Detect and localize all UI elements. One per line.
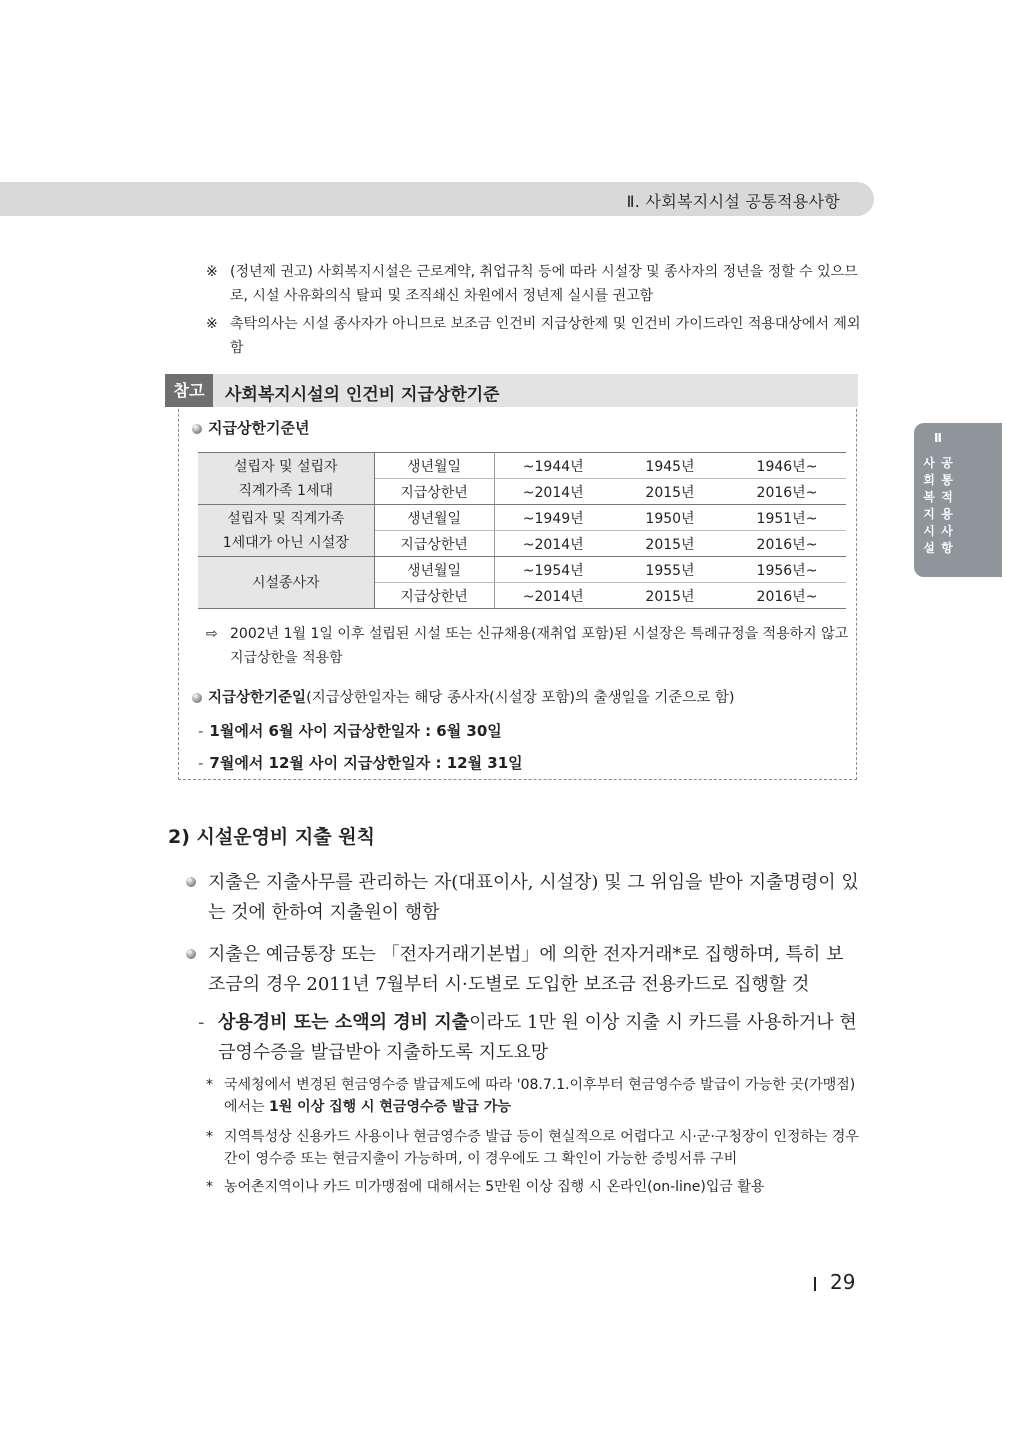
paragraph-expenditure-method: 지출은 예금통장 또는 「전자거래기본법」에 의한 전자거래*로 집행하며, 특히 보조금의 경우 2011년 7월부터 시·도별로 도입한 보조금 전용카드로 집행할 것 bbox=[186, 940, 860, 1000]
note-retirement: ※ (정년제 권고) 사회복지시설은 근로계약, 취업규칙 등에 따라 시설장 및 종사자의 정년을 정할 수 있으므로, 시설 사유화의식 탈피 및 조직쇄신 차원에서 정년제 실시를 권고함 bbox=[206, 264, 858, 304]
table-row: 설립자 및 직계가족 1세대가 아닌 시설장 생년월일 ~1949년 1950년 1951년~ bbox=[198, 505, 846, 531]
table-row: 지급상한년 ~2014년 2015년 2016년~ bbox=[198, 531, 846, 557]
running-header-title: Ⅱ. 사회복지시설 공통적용사항 bbox=[626, 192, 840, 211]
table-row: 설립자 및 설립자 직계가족 1세대 생년월일 ~1944년 1945년 1946년~ bbox=[198, 453, 846, 479]
bullet-icon bbox=[192, 693, 202, 703]
footnote-rural-area: * 농어촌지역이나 카드 미가맹점에 대해서는 5만원 이상 집행 시 온라인(on-line)입금 활용 bbox=[206, 1179, 765, 1195]
table-category: 설립자 및 직계가족 1세대가 아닌 시설장 bbox=[198, 505, 374, 557]
table-category: 시설종사자 bbox=[198, 557, 374, 609]
footnote-cash-receipt: * 국세청에서 변경된 현금영수증 발급제도에 따라 '08.7.1.이후부터 현금영수증 발급이 가능한 곳(가맹점)에서는 1원 이상 집행 시 현금영수증 발급 가능 bbox=[206, 1077, 856, 1115]
chapter-side-tab bbox=[914, 423, 1002, 577]
limit-date-basis: 지급상한기준일(지급상한일자는 해당 종사자(시설장 포함)의 출생일을 기준으로 함) bbox=[192, 686, 735, 707]
footnote-regional-exception: * 지역특성상 신용카드 사용이나 현금영수증 발급 등이 현실적으로 어렵다고 시·군·구청장이 인정하는 경우 간이 영수증 또는 현금지출이 가능하며, 이 경우에도 그 확인이 가능한 증빙서류 구비 bbox=[206, 1129, 859, 1167]
reference-header bbox=[165, 374, 858, 407]
paragraph-card-usage: - 상용경비 또는 소액의 경비 지출이라도 1만 원 이상 지출 시 카드를 사용하거나 현금영수증을 발급받아 지출하도록 지도요망 bbox=[198, 1012, 857, 1063]
paragraph-expenditure-authority: 지출은 지출사무를 관리하는 자(대표이사, 시설장) 및 그 위임을 받아 지출명령이 있는 것에 한하여 지출원이 행함 bbox=[186, 868, 860, 928]
arrow-icon: ⇨ bbox=[206, 626, 218, 642]
table-category: 설립자 및 설립자 직계가족 1세대 bbox=[198, 453, 374, 505]
table-row: 지급상한년 ~2014년 2015년 2016년~ bbox=[198, 479, 846, 505]
page-number: 29 bbox=[814, 1270, 855, 1294]
reference-title: 사회복지시설의 인건비 지급상한기준 bbox=[225, 385, 500, 405]
header-bar bbox=[0, 182, 874, 216]
side-tab-col-right: 공 통 적 용 사 항 bbox=[941, 456, 953, 555]
limit-year-heading: 지급상한기준년 bbox=[192, 417, 309, 438]
table-row: 지급상한년 ~2014년 2015년 2016년~ bbox=[198, 583, 846, 609]
bullet-icon bbox=[192, 424, 202, 434]
reference-tag: 참고 bbox=[165, 374, 213, 407]
side-tab-roman: Ⅱ bbox=[934, 431, 942, 445]
limit-year-table bbox=[198, 452, 846, 609]
side-tab-col-left: 사 회 복 지 시 설 bbox=[923, 456, 935, 555]
section-title: 2) 시설운영비 지출 원칙 bbox=[168, 826, 375, 848]
bullet-icon bbox=[186, 949, 196, 959]
bullet-icon bbox=[186, 877, 196, 887]
note-contract-doctor: ※ 촉탁의사는 시설 종사자가 아니므로 보조금 인건비 지급상한제 및 인건비 가이드라인 적용대상에서 제외함 bbox=[206, 316, 861, 356]
table-row: 시설종사자 생년월일 ~1954년 1955년 1956년~ bbox=[198, 557, 846, 583]
exception-note: ⇨ 2002년 1월 1일 이후 설립된 시설 또는 신규채용(재취업 포함)된 시설장은 특례규정을 적용하지 않고 지급상한을 적용함 bbox=[206, 622, 850, 670]
limit-date-jul-dec: - 7월에서 12월 사이 지급상한일자 : 12월 31일 bbox=[198, 754, 523, 772]
limit-date-jan-jun: - 1월에서 6월 사이 지급상한일자 : 6월 30일 bbox=[198, 722, 502, 740]
